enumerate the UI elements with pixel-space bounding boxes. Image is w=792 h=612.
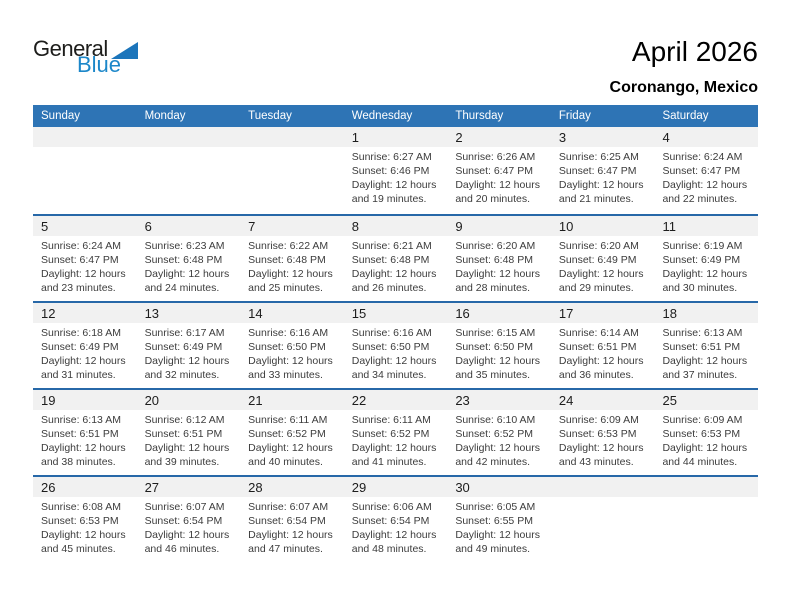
day-number-band bbox=[551, 477, 655, 497]
sunset-text: Sunset: 6:48 PM bbox=[455, 254, 533, 266]
empty-cell bbox=[137, 127, 241, 214]
sunrise-text: Sunrise: 6:20 AM bbox=[558, 240, 639, 252]
sunset-text: Sunset: 6:50 PM bbox=[455, 341, 533, 353]
day-number-band bbox=[240, 127, 344, 147]
week-row bbox=[33, 475, 758, 562]
daylight-text: Daylight: 12 hours and 24 minutes. bbox=[144, 268, 230, 294]
day-number: 8 bbox=[351, 219, 359, 234]
day-cell bbox=[240, 216, 344, 301]
sunset-text: Sunset: 6:51 PM bbox=[144, 428, 223, 440]
day-cell bbox=[33, 303, 137, 388]
day-number: 15 bbox=[351, 306, 367, 321]
day-details bbox=[344, 497, 448, 556]
week-row bbox=[33, 127, 758, 214]
day-cell bbox=[447, 303, 551, 388]
sunrise-text: Sunrise: 6:13 AM bbox=[41, 414, 121, 426]
day-number-band bbox=[240, 303, 344, 323]
sunrise-text: Sunrise: 6:12 AM bbox=[144, 414, 225, 426]
day-cell bbox=[33, 390, 137, 475]
weeks-container bbox=[33, 127, 758, 562]
day-number: 19 bbox=[41, 393, 56, 408]
sunset-text: Sunset: 6:47 PM bbox=[662, 165, 741, 177]
day-number-band bbox=[344, 303, 448, 323]
empty-cell bbox=[654, 477, 758, 562]
day-details bbox=[447, 323, 551, 382]
logo-text-general: General bbox=[33, 36, 108, 61]
day-cell bbox=[344, 303, 448, 388]
sunrise-text: Sunrise: 6:23 AM bbox=[144, 240, 225, 252]
day-details bbox=[240, 410, 344, 469]
day-number: 14 bbox=[248, 306, 263, 321]
sunset-text: Sunset: 6:53 PM bbox=[662, 428, 741, 440]
sunset-text: Sunset: 6:51 PM bbox=[558, 341, 637, 353]
sunrise-text: Sunrise: 6:16 AM bbox=[248, 327, 329, 339]
day-cell bbox=[137, 303, 241, 388]
day-number-band bbox=[33, 477, 137, 497]
sunrise-text: Sunrise: 6:09 AM bbox=[662, 414, 743, 426]
day-details bbox=[551, 236, 655, 295]
weekday-header-monday: Monday bbox=[144, 110, 186, 122]
daylight-text: Daylight: 12 hours and 28 minutes. bbox=[455, 268, 540, 294]
day-cell bbox=[33, 477, 137, 562]
sunrise-text: Sunrise: 6:10 AM bbox=[455, 414, 536, 426]
day-number: 22 bbox=[351, 393, 367, 408]
day-cell bbox=[137, 390, 241, 475]
daylight-text: Daylight: 12 hours and 38 minutes. bbox=[41, 442, 126, 468]
day-number: 4 bbox=[662, 130, 670, 145]
daylight-text: Daylight: 12 hours and 45 minutes. bbox=[41, 529, 126, 555]
day-number-band bbox=[137, 303, 241, 323]
day-number: 30 bbox=[455, 480, 470, 495]
day-number-band bbox=[654, 216, 758, 236]
weekday-header-row bbox=[33, 105, 758, 127]
weekday-header-thursday: Thursday bbox=[455, 110, 504, 122]
sunrise-text: Sunrise: 6:26 AM bbox=[455, 151, 536, 163]
daylight-text: Daylight: 12 hours and 42 minutes. bbox=[455, 442, 540, 468]
sunset-text: Sunset: 6:50 PM bbox=[248, 341, 326, 353]
sunset-text: Sunset: 6:49 PM bbox=[558, 254, 637, 266]
day-cell bbox=[344, 390, 448, 475]
day-details bbox=[137, 323, 241, 382]
day-number-band bbox=[344, 216, 448, 236]
empty-cell bbox=[551, 477, 655, 562]
day-number-band bbox=[551, 127, 655, 147]
day-number: 3 bbox=[558, 130, 567, 145]
day-cell bbox=[137, 216, 241, 301]
day-number-band bbox=[654, 303, 758, 323]
day-number: 16 bbox=[455, 306, 470, 321]
daylight-text: Daylight: 12 hours and 20 minutes. bbox=[455, 179, 540, 205]
daylight-text: Daylight: 12 hours and 19 minutes. bbox=[351, 179, 437, 205]
sunset-text: Sunset: 6:54 PM bbox=[351, 515, 430, 527]
day-details bbox=[447, 147, 551, 206]
sunrise-text: Sunrise: 6:24 AM bbox=[662, 151, 743, 163]
daylight-text: Daylight: 12 hours and 30 minutes. bbox=[662, 268, 748, 294]
daylight-text: Daylight: 12 hours and 37 minutes. bbox=[662, 355, 748, 381]
sunset-text: Sunset: 6:48 PM bbox=[248, 254, 326, 266]
sunset-text: Sunset: 6:54 PM bbox=[248, 515, 326, 527]
day-cell bbox=[344, 216, 448, 301]
sunset-text: Sunset: 6:55 PM bbox=[455, 515, 533, 527]
week-row bbox=[33, 214, 758, 301]
day-number: 26 bbox=[41, 480, 56, 495]
sunrise-text: Sunrise: 6:16 AM bbox=[351, 327, 432, 339]
day-cell bbox=[447, 216, 551, 301]
day-number: 29 bbox=[351, 480, 367, 495]
day-number: 28 bbox=[248, 480, 263, 495]
day-number: 6 bbox=[144, 219, 152, 234]
sunrise-text: Sunrise: 6:18 AM bbox=[41, 327, 121, 339]
day-number: 18 bbox=[662, 306, 677, 321]
day-number-band bbox=[654, 477, 758, 497]
sunrise-text: Sunrise: 6:11 AM bbox=[351, 414, 431, 426]
day-number-band bbox=[447, 303, 551, 323]
day-number: 11 bbox=[662, 219, 676, 234]
weekday-header-tuesday: Tuesday bbox=[248, 110, 292, 122]
day-details bbox=[137, 497, 241, 556]
sunset-text: Sunset: 6:46 PM bbox=[351, 165, 430, 177]
day-number-band bbox=[240, 477, 344, 497]
day-details bbox=[240, 236, 344, 295]
day-number-band bbox=[654, 390, 758, 410]
daylight-text: Daylight: 12 hours and 23 minutes. bbox=[41, 268, 126, 294]
sunset-text: Sunset: 6:52 PM bbox=[351, 428, 430, 440]
daylight-text: Daylight: 12 hours and 39 minutes. bbox=[144, 442, 230, 468]
day-number: 24 bbox=[558, 393, 574, 408]
daylight-text: Daylight: 12 hours and 40 minutes. bbox=[248, 442, 333, 468]
day-cell bbox=[447, 390, 551, 475]
sunset-text: Sunset: 6:50 PM bbox=[351, 341, 430, 353]
day-cell bbox=[551, 390, 655, 475]
day-number: 1 bbox=[351, 130, 359, 145]
daylight-text: Daylight: 12 hours and 41 minutes. bbox=[351, 442, 437, 468]
day-details bbox=[654, 323, 758, 382]
sunset-text: Sunset: 6:49 PM bbox=[144, 341, 223, 353]
sunset-text: Sunset: 6:51 PM bbox=[662, 341, 741, 353]
general-blue-logo bbox=[33, 38, 138, 76]
day-number-band bbox=[33, 303, 137, 323]
day-cell bbox=[654, 390, 758, 475]
sunrise-text: Sunrise: 6:22 AM bbox=[248, 240, 329, 252]
day-cell bbox=[447, 127, 551, 214]
sunset-text: Sunset: 6:52 PM bbox=[455, 428, 533, 440]
sunrise-text: Sunrise: 6:13 AM bbox=[662, 327, 743, 339]
sunset-text: Sunset: 6:54 PM bbox=[144, 515, 223, 527]
sunset-text: Sunset: 6:48 PM bbox=[144, 254, 223, 266]
weekday-header-friday: Friday bbox=[558, 110, 591, 122]
day-details bbox=[240, 323, 344, 382]
daylight-text: Daylight: 12 hours and 48 minutes. bbox=[351, 529, 437, 555]
day-number-band bbox=[344, 127, 448, 147]
sunset-text: Sunset: 6:51 PM bbox=[41, 428, 119, 440]
day-number: 21 bbox=[248, 393, 263, 408]
day-cell bbox=[654, 216, 758, 301]
sunrise-text: Sunrise: 6:05 AM bbox=[455, 501, 536, 513]
day-cell bbox=[551, 216, 655, 301]
sunrise-text: Sunrise: 6:24 AM bbox=[41, 240, 121, 252]
page-title: April 2026 bbox=[631, 36, 758, 67]
day-details bbox=[551, 323, 655, 382]
sunset-text: Sunset: 6:49 PM bbox=[662, 254, 741, 266]
day-cell bbox=[137, 477, 241, 562]
week-row bbox=[33, 301, 758, 388]
daylight-text: Daylight: 12 hours and 47 minutes. bbox=[248, 529, 333, 555]
day-number-band bbox=[33, 127, 137, 147]
day-number-band bbox=[447, 390, 551, 410]
day-details bbox=[551, 410, 655, 469]
day-number: 10 bbox=[558, 219, 574, 234]
day-number-band bbox=[33, 390, 137, 410]
weekday-header-saturday: Saturday bbox=[662, 110, 709, 122]
day-number: 27 bbox=[144, 480, 160, 495]
day-number-band bbox=[137, 390, 241, 410]
daylight-text: Daylight: 12 hours and 46 minutes. bbox=[144, 529, 230, 555]
day-cell bbox=[240, 477, 344, 562]
day-number-band bbox=[137, 127, 241, 147]
sunset-text: Sunset: 6:48 PM bbox=[351, 254, 430, 266]
daylight-text: Daylight: 12 hours and 44 minutes. bbox=[662, 442, 748, 468]
day-cell bbox=[654, 303, 758, 388]
day-number: 5 bbox=[41, 219, 49, 234]
daylight-text: Daylight: 12 hours and 34 minutes. bbox=[351, 355, 437, 381]
day-details bbox=[344, 236, 448, 295]
day-details bbox=[344, 147, 448, 206]
day-cell bbox=[240, 303, 344, 388]
sunrise-text: Sunrise: 6:17 AM bbox=[144, 327, 225, 339]
sunset-text: Sunset: 6:47 PM bbox=[558, 165, 637, 177]
day-number-band bbox=[137, 477, 241, 497]
sunrise-text: Sunrise: 6:15 AM bbox=[455, 327, 536, 339]
sunrise-text: Sunrise: 6:06 AM bbox=[351, 501, 432, 513]
day-details bbox=[551, 147, 655, 206]
day-number: 12 bbox=[41, 306, 56, 321]
weekday-header-wednesday: Wednesday bbox=[351, 110, 413, 122]
day-details bbox=[654, 236, 758, 295]
empty-cell bbox=[240, 127, 344, 214]
sunrise-text: Sunrise: 6:20 AM bbox=[455, 240, 536, 252]
sunset-text: Sunset: 6:47 PM bbox=[41, 254, 119, 266]
sunset-text: Sunset: 6:52 PM bbox=[248, 428, 326, 440]
sunrise-text: Sunrise: 6:19 AM bbox=[662, 240, 743, 252]
day-cell bbox=[344, 477, 448, 562]
daylight-text: Daylight: 12 hours and 33 minutes. bbox=[248, 355, 333, 381]
sunrise-text: Sunrise: 6:09 AM bbox=[558, 414, 639, 426]
day-details bbox=[33, 236, 137, 295]
day-details bbox=[344, 323, 448, 382]
day-number-band bbox=[344, 390, 448, 410]
weekday-header-sunday: Sunday bbox=[41, 110, 81, 122]
daylight-text: Daylight: 12 hours and 49 minutes. bbox=[455, 529, 540, 555]
day-number: 2 bbox=[455, 130, 463, 145]
day-number-band bbox=[551, 216, 655, 236]
sunset-text: Sunset: 6:53 PM bbox=[558, 428, 637, 440]
day-details bbox=[137, 236, 241, 295]
daylight-text: Daylight: 12 hours and 32 minutes. bbox=[144, 355, 230, 381]
week-row bbox=[33, 388, 758, 475]
day-cell bbox=[240, 390, 344, 475]
day-number: 20 bbox=[144, 393, 160, 408]
sunset-text: Sunset: 6:53 PM bbox=[41, 515, 119, 527]
day-number: 7 bbox=[248, 219, 256, 234]
day-details bbox=[344, 410, 448, 469]
daylight-text: Daylight: 12 hours and 43 minutes. bbox=[558, 442, 644, 468]
sunrise-text: Sunrise: 6:07 AM bbox=[248, 501, 329, 513]
daylight-text: Daylight: 12 hours and 36 minutes. bbox=[558, 355, 644, 381]
sunrise-text: Sunrise: 6:25 AM bbox=[558, 151, 639, 163]
day-number-band bbox=[447, 216, 551, 236]
daylight-text: Daylight: 12 hours and 25 minutes. bbox=[248, 268, 333, 294]
day-number-band bbox=[551, 390, 655, 410]
sunrise-text: Sunrise: 6:11 AM bbox=[248, 414, 328, 426]
daylight-text: Daylight: 12 hours and 31 minutes. bbox=[41, 355, 126, 381]
day-number: 25 bbox=[662, 393, 677, 408]
day-number-band bbox=[551, 303, 655, 323]
daylight-text: Daylight: 12 hours and 26 minutes. bbox=[351, 268, 437, 294]
day-details bbox=[654, 147, 758, 206]
day-cell bbox=[447, 477, 551, 562]
sunrise-text: Sunrise: 6:27 AM bbox=[351, 151, 432, 163]
day-number-band bbox=[344, 477, 448, 497]
day-number-band bbox=[240, 216, 344, 236]
day-number-band bbox=[447, 127, 551, 147]
day-number-band bbox=[654, 127, 758, 147]
day-details bbox=[33, 497, 137, 556]
logo-text-blue: Blue bbox=[77, 52, 122, 77]
sunrise-text: Sunrise: 6:14 AM bbox=[558, 327, 639, 339]
day-number: 9 bbox=[455, 219, 463, 234]
sunrise-text: Sunrise: 6:08 AM bbox=[41, 501, 121, 513]
day-details bbox=[447, 236, 551, 295]
day-number-band bbox=[137, 216, 241, 236]
sunrise-text: Sunrise: 6:07 AM bbox=[144, 501, 225, 513]
day-number: 17 bbox=[558, 306, 574, 321]
day-number-band bbox=[240, 390, 344, 410]
day-number-band bbox=[33, 216, 137, 236]
day-cell bbox=[654, 127, 758, 214]
daylight-text: Daylight: 12 hours and 29 minutes. bbox=[558, 268, 644, 294]
day-details bbox=[447, 410, 551, 469]
calendar-table bbox=[33, 105, 758, 562]
day-details bbox=[33, 323, 137, 382]
sunrise-text: Sunrise: 6:21 AM bbox=[351, 240, 432, 252]
day-number: 23 bbox=[455, 393, 470, 408]
day-cell bbox=[551, 303, 655, 388]
day-cell bbox=[344, 127, 448, 214]
day-details bbox=[447, 497, 551, 556]
daylight-text: Daylight: 12 hours and 35 minutes. bbox=[455, 355, 540, 381]
daylight-text: Daylight: 12 hours and 22 minutes. bbox=[662, 179, 748, 205]
day-details bbox=[33, 410, 137, 469]
day-details bbox=[240, 497, 344, 556]
day-details bbox=[137, 410, 241, 469]
day-number: 13 bbox=[144, 306, 160, 321]
sunset-text: Sunset: 6:49 PM bbox=[41, 341, 119, 353]
daylight-text: Daylight: 12 hours and 21 minutes. bbox=[558, 179, 644, 205]
day-cell bbox=[33, 216, 137, 301]
day-cell bbox=[551, 127, 655, 214]
day-number-band bbox=[447, 477, 551, 497]
page-subtitle: Coronango, Mexico bbox=[609, 79, 758, 96]
day-details bbox=[654, 410, 758, 469]
empty-cell bbox=[33, 127, 137, 214]
sunset-text: Sunset: 6:47 PM bbox=[455, 165, 533, 177]
